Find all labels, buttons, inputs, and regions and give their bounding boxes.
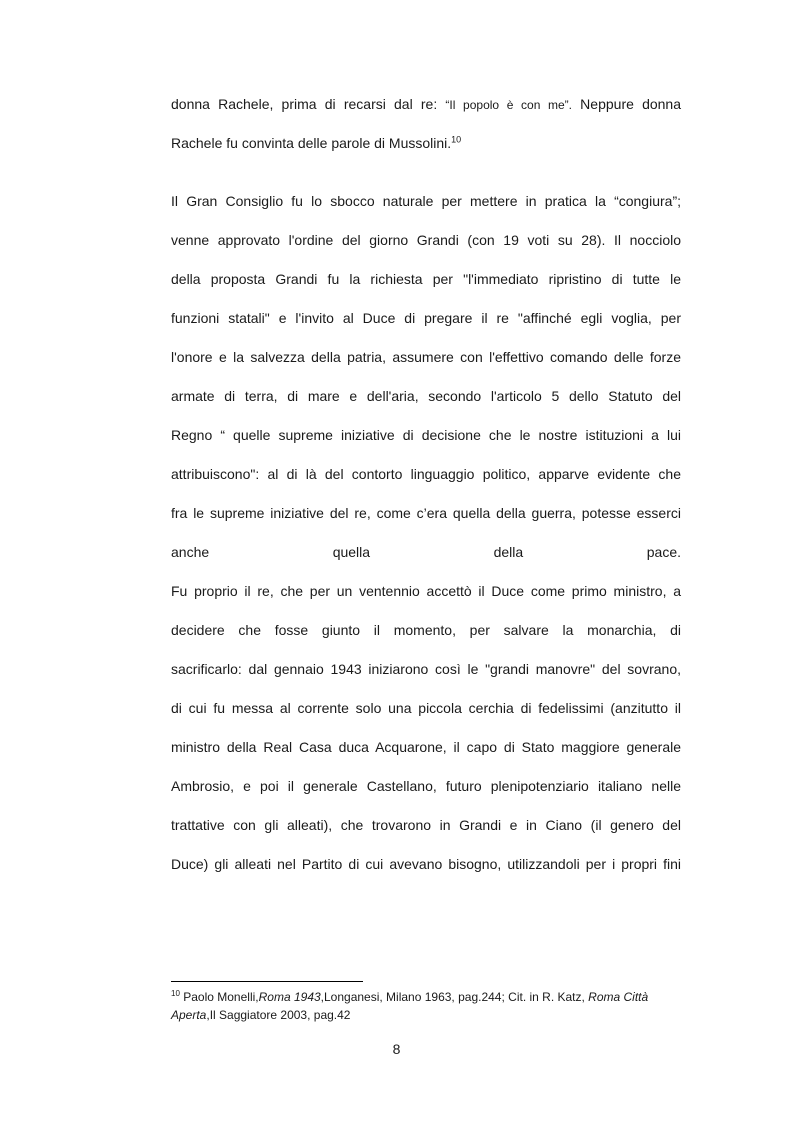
body-line: trattative con gli alleati), che trovarono in Grandi e in Ciano (il genero del bbox=[171, 817, 681, 833]
body-line bbox=[171, 133, 681, 153]
quoted-text: “Il popolo è con me”. bbox=[445, 98, 572, 112]
footnote-separator bbox=[171, 981, 363, 982]
footnote-number: 10 bbox=[171, 989, 180, 998]
body-line: Duce) gli alleati nel Partito di cui avevano bisogno, utilizzandoli per i propri fini bbox=[171, 856, 681, 872]
footnote-text: ,Il Saggiatore 2003, pag.42 bbox=[206, 1008, 351, 1022]
body-line: sacrificarlo: dal gennaio 1943 iniziarono così le "grandi manovre" del sovrano, bbox=[171, 661, 681, 677]
body-line: fra le supreme iniziative del re, come c’era quella della guerra, potesse esserci bbox=[171, 505, 681, 521]
body-line: ministro della Real Casa duca Acquarone, il capo di Stato maggiore generale bbox=[171, 739, 681, 755]
body-line: l'onore e la salvezza della patria, assumere con l'effettivo comando delle forze bbox=[171, 349, 681, 365]
body-line: anche quella della pace. bbox=[171, 544, 681, 560]
body-line: Regno “ quelle supreme iniziative di decisione che le nostre istituzioni a lui bbox=[171, 427, 681, 443]
page-number: 8 bbox=[392, 1041, 401, 1057]
text-run: Neppure donna bbox=[572, 96, 682, 112]
body-line: armate di terra, di mare e dell'aria, secondo l'articolo 5 dello Statuto del bbox=[171, 388, 681, 404]
body-line: venne approvato l'ordine del giorno Grandi (con 19 voti su 28). Il nocciolo bbox=[171, 232, 681, 248]
footnote-text: ,Longanesi, Milano 1963, pag.244; Cit. in R. Katz, bbox=[320, 990, 589, 1004]
footnote-text: Paolo Monelli, bbox=[179, 990, 259, 1004]
footnote-reference: 10 bbox=[451, 134, 462, 145]
text-run: donna Rachele, prima di recarsi dal re: bbox=[171, 96, 446, 112]
body-line: Ambrosio, e poi il generale Castellano, futuro plenipotenziario italiano nelle bbox=[171, 778, 681, 794]
body-line bbox=[171, 94, 681, 115]
footnote-title: Aperta bbox=[171, 1008, 207, 1022]
text-run: Rachele fu convinta delle parole di Mussolini. bbox=[171, 135, 452, 151]
body-line: attribuiscono": al di là del contorto linguaggio politico, apparve evidente che bbox=[171, 466, 681, 482]
footnote-title: Roma Città bbox=[588, 990, 649, 1004]
body-line: della proposta Grandi fu la richiesta per "l'immediato ripristino di tutte le bbox=[171, 271, 681, 287]
footnote-line bbox=[171, 988, 681, 1006]
body-line: funzioni statali" e l'invito al Duce di pregare il re "affinché egli voglia, per bbox=[171, 310, 681, 326]
footnote-title: Roma 1943 bbox=[258, 990, 321, 1004]
body-line: decidere che fosse giunto il momento, per salvare la monarchia, di bbox=[171, 622, 681, 638]
body-line: Il Gran Consiglio fu lo sbocco naturale per mettere in pratica la “congiura”; bbox=[171, 193, 681, 209]
body-line: di cui fu messa al corrente solo una piccola cerchia di fedelissimi (anzitutto il bbox=[171, 700, 681, 716]
body-line: Fu proprio il re, che per un ventennio accettò il Duce come primo ministro, a bbox=[171, 583, 681, 599]
footnote-line bbox=[171, 1006, 681, 1024]
